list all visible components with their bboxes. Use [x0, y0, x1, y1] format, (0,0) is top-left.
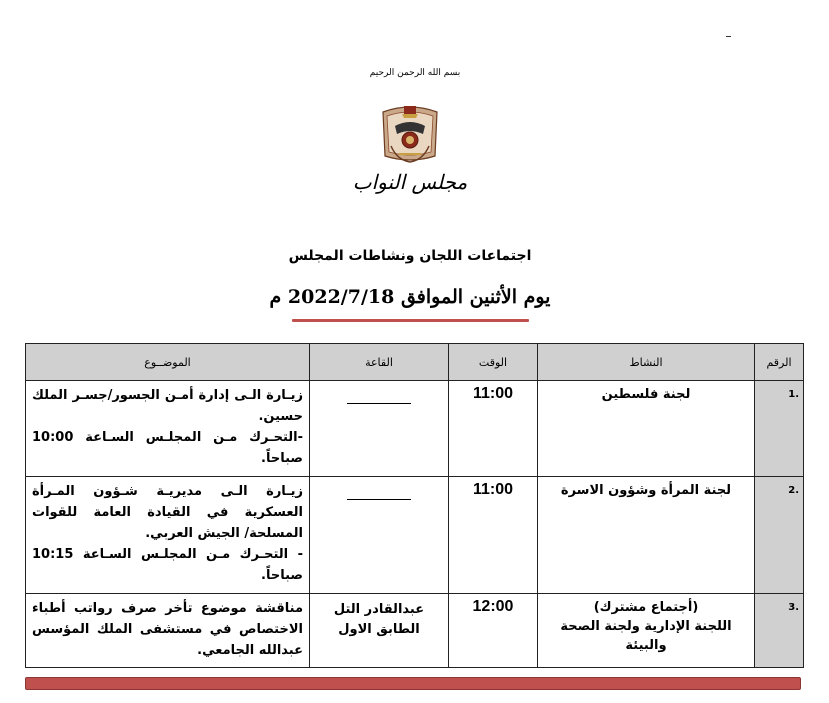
subject-line: - التحـرك مـن المجلـس السـاعة 10:15 صباحاً.	[32, 547, 303, 583]
date-heading: يوم الأثنين الموافق 2022/7/18 م	[269, 286, 551, 308]
agenda-table	[25, 343, 804, 668]
row-number: .3	[755, 594, 804, 668]
table-header-row	[26, 344, 804, 381]
parliament-name: مجلس النواب	[352, 170, 468, 194]
row-hall	[310, 381, 449, 477]
table-row	[26, 381, 804, 477]
stray-mark	[726, 36, 731, 37]
table-row	[26, 477, 804, 594]
title-underline	[292, 319, 529, 322]
column-header-time: الوقت	[449, 344, 538, 381]
subject-line: زيـارة الـى إدارة أمـن الجسور/جسـر الملك حسين.	[32, 388, 303, 424]
row-time: 11:00	[449, 381, 538, 477]
row-activity: لجنة المرأة وشؤون الاسرة	[538, 477, 755, 594]
row-hall	[310, 477, 449, 594]
jordan-coat-of-arms-icon	[377, 104, 443, 168]
footer-bar	[25, 677, 801, 690]
subject-line: زيـارة الـى مديريـة شـؤون المـرأة العسكرية في القيادة العامة للقوات المسلحة/ الجيش العربي.	[32, 484, 303, 541]
column-header-num: الرقم	[755, 344, 804, 381]
hall-blank-line	[347, 403, 411, 404]
row-number: .1	[755, 381, 804, 477]
row-subject	[26, 594, 310, 668]
basmala: بسم الله الرحمن الرحيم	[369, 68, 461, 78]
activity-line: اللجنة الإدارية ولجنة الصحة والبيئة	[560, 619, 732, 653]
column-header-subject: الموضــوع	[26, 344, 310, 381]
row-activity	[538, 594, 755, 668]
page-title: اجتماعات اللجان ونشاطات المجلس	[288, 248, 532, 264]
row-activity: لجنة فلسطين	[538, 381, 755, 477]
column-header-activity: النشاط	[538, 344, 755, 381]
row-subject	[26, 381, 310, 477]
table-row	[26, 594, 804, 668]
hall-line: عبدالقادر التل	[333, 602, 425, 617]
hall-blank-line	[347, 499, 411, 500]
row-number: .2	[755, 477, 804, 594]
row-time: 12:00	[449, 594, 538, 668]
activity-line: (أجتماع مشترك)	[593, 600, 699, 615]
subject-line: مناقشة موضوع تأخر صرف رواتب أطباء الاختصاص في مستشفى الملك المؤسس عبدالله الجامعي.	[32, 601, 303, 658]
subject-line: -التحـرك مـن المجلـس السـاعة 10:00 صباحاً.	[32, 430, 303, 466]
row-hall	[310, 594, 449, 668]
row-subject	[26, 477, 310, 594]
column-header-hall: القاعة	[310, 344, 449, 381]
hall-line: الطابق الاول	[338, 622, 420, 637]
row-time: 11:00	[449, 477, 538, 594]
